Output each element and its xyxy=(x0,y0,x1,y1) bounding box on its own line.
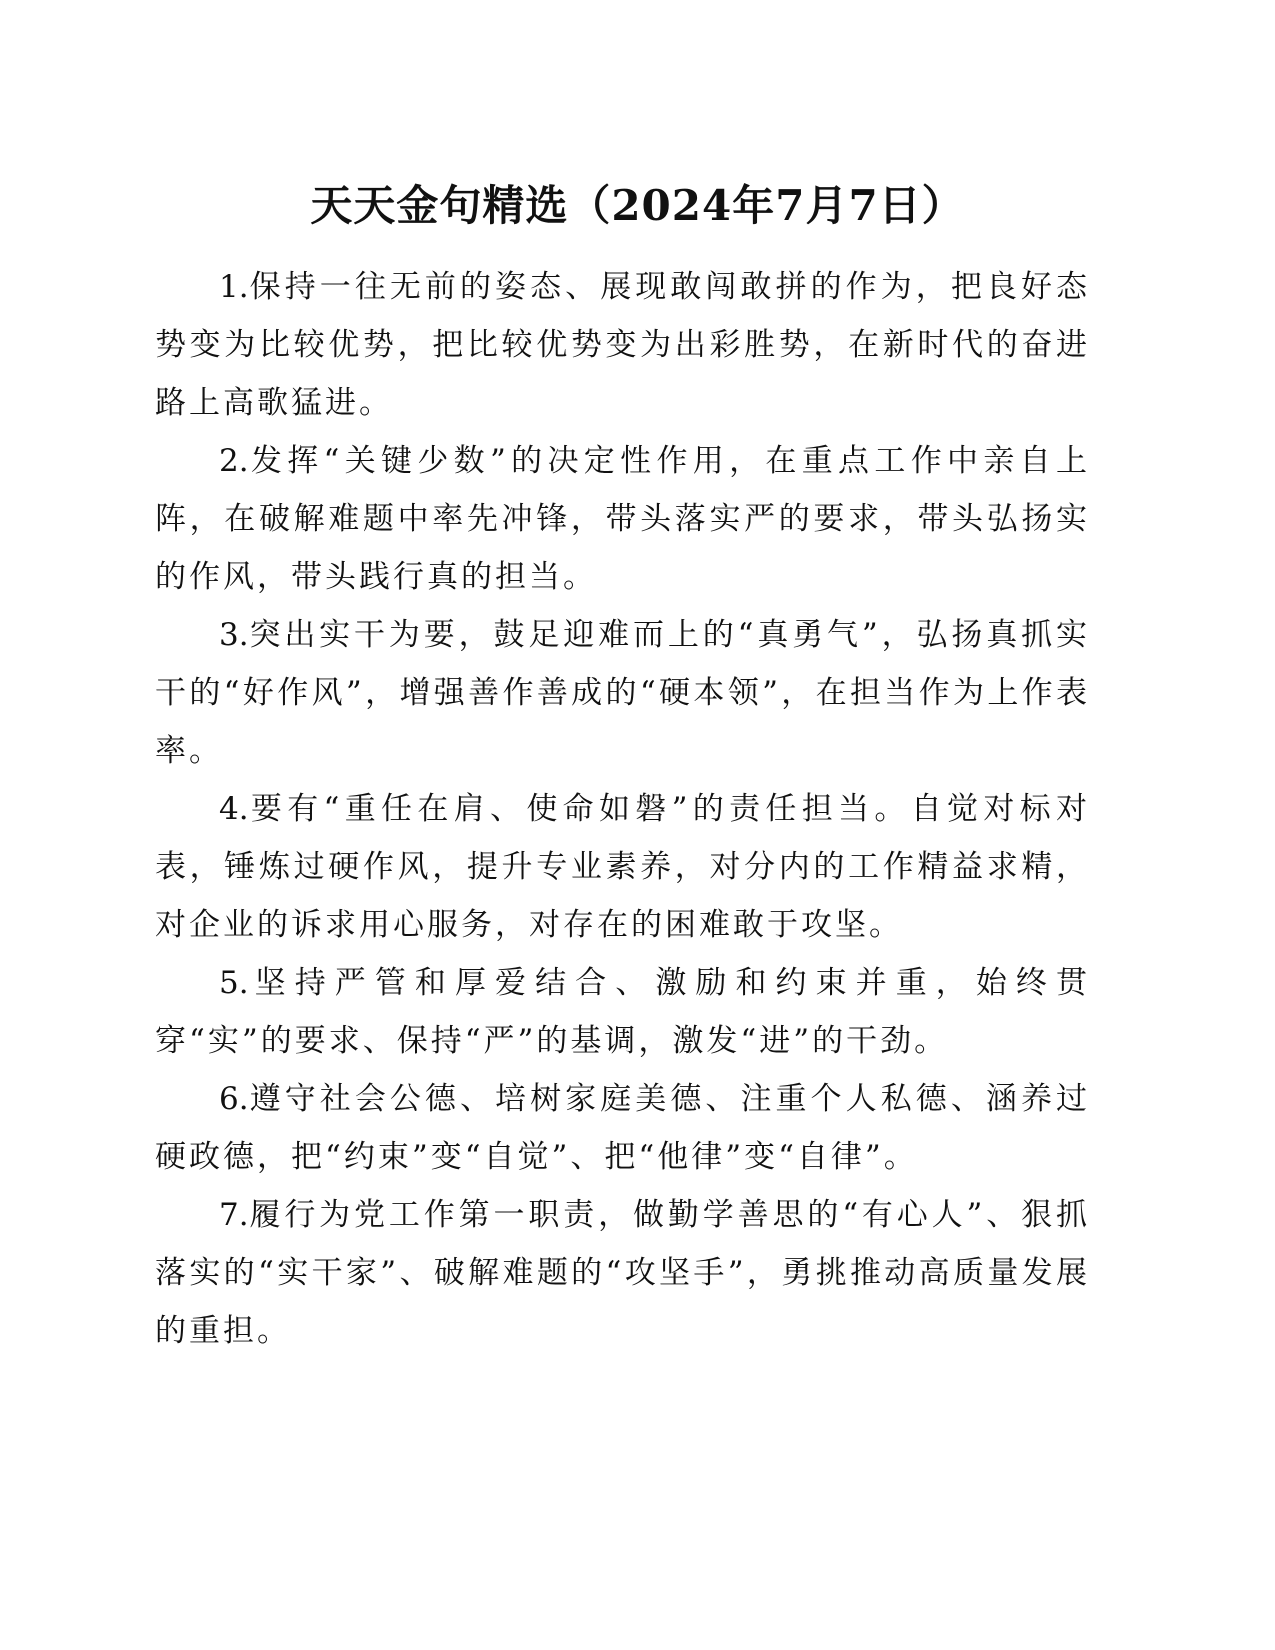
paragraph-3 xyxy=(155,606,1090,780)
paragraph-number: 5. xyxy=(219,965,249,1001)
paragraph-text: 发挥“关键少数”的决定性作用，在重点工作中亲自上阵，在破解难题中率先冲锋，带头落实严的要求，带头弘扬实的作风，带头践行真的担当。 xyxy=(155,443,1090,595)
paragraph-text: 履行为党工作第一职责，做勤学善思的“有心人”、狠抓落实的“实干家”、破解难题的“攻坚手”，勇挑推动高质量发展的重担。 xyxy=(155,1197,1090,1349)
paragraph-text: 突出实干为要，鼓足迎难而上的“真勇气”，弘扬真抓实干的“好作风”，增强善作善成的“硬本领”，在担当作为上作表率。 xyxy=(155,617,1090,769)
paragraph-7 xyxy=(155,1186,1090,1360)
document-title: 天天金句精选（2024年7月7日） xyxy=(310,181,965,230)
paragraph-number: 6. xyxy=(219,1081,249,1117)
paragraph-1 xyxy=(155,258,1090,432)
paragraph-2 xyxy=(155,432,1090,606)
paragraph-4 xyxy=(155,780,1090,954)
paragraph-text: 要有“重任在肩、使命如磐”的责任担当。自觉对标对表，锤炼过硬作风，提升专业素养，对分内的工作精益求精，对企业的诉求用心服务，对存在的困难敢于攻坚。 xyxy=(155,791,1090,943)
document-body xyxy=(155,258,1090,1360)
paragraph-number: 4. xyxy=(219,791,249,827)
paragraph-6 xyxy=(155,1070,1090,1186)
paragraph-number: 7. xyxy=(219,1197,249,1233)
paragraph-text: 保持一往无前的姿态、展现敢闯敢拼的作为，把良好态势变为比较优势，把比较优势变为出彩胜势，在新时代的奋进路上高歌猛进。 xyxy=(155,269,1090,421)
paragraph-text: 坚持严管和厚爱结合、激励和约束并重，始终贯穿“实”的要求、保持“严”的基调，激发“进”的干劲。 xyxy=(155,965,1090,1059)
paragraph-number: 1. xyxy=(219,269,249,305)
paragraph-text: 遵守社会公德、培树家庭美德、注重个人私德、涵养过硬政德，把“约束”变“自觉”、把“他律”变“自律”。 xyxy=(155,1081,1090,1175)
paragraph-number: 2. xyxy=(219,443,249,479)
paragraph-number: 3. xyxy=(219,617,249,653)
paragraph-5 xyxy=(155,954,1090,1070)
